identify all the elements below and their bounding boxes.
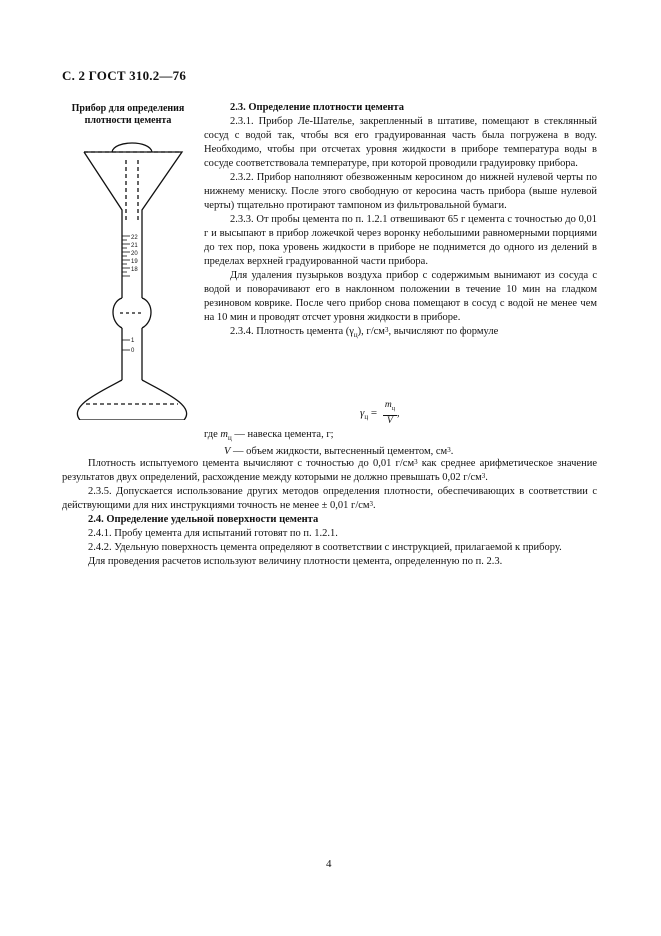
scale-label: 18 xyxy=(131,267,138,273)
funnel-right-outline xyxy=(84,152,182,222)
paragraph-2-3-1: 2.3.1. Прибор Ле-Шателье, закрепленный в штативе, помещают в стеклянный сосуд с водой так, чтобы вся его градуированная часть была погружена в воду. Необходимо, чтобы при отсчетах уровня жидкости в приборе температура воды в сосуде соответствовала температуре, при которой проводили градуировку прибора. xyxy=(204,116,597,169)
full-width-text xyxy=(62,457,597,569)
section-heading: 2.3. Определение плотности цемента xyxy=(230,102,404,113)
figure-caption-line2: плотности цемента xyxy=(84,115,172,126)
funnel-top-bulb xyxy=(112,143,152,152)
paragraph-2-4-2: 2.4.2. Удельную поверхность цемента определяют в соответствии с инструкцией, прилагаемой к прибору. xyxy=(88,542,562,553)
scale-label: 22 xyxy=(131,235,138,241)
paragraph-2-3-3: 2.3.3. От пробы цемента по п. 1.2.1 отвешивают 65 г цемента с точностью до 0,01 г и высыпают в прибор ложечкой через воронку небольшими равномерными порциями до тех пор, пока уровень жидкости в приборе не поднимется до одного из делений в пределах верхней градуированной части прибора. xyxy=(204,214,597,267)
scale-label: 19 xyxy=(131,259,138,265)
scale-label: 21 xyxy=(131,243,138,249)
paragraph-2-3-5: 2.3.5. Допускается использование других методов определения плотности, обеспечивающих в соответствии с действующими для них инструкциями точность не менее ± 0,01 $г/см^3$. xyxy=(62,486,597,511)
figure-caption xyxy=(58,103,198,127)
section-2-3 xyxy=(204,101,597,342)
paragraph-2-3-2: 2.3.2. Прибор наполняют обезвоженным керосином до нижней нулевой черты по нижнему мениску. После этого свободную от керосина часть прибора (выше нулевой черты) тщательно протирают тампоном из фильтровальной бумаги. xyxy=(204,172,597,211)
paragraph-bubbles: Для удаления пузырьков воздуха прибор с содержимым вынимают из сосуда с водой и поворачивают его в наклонном положении в течение 10 мин на гладком резиновом коврике. После чего прибор снова помещают в сосуд с водой не менее чем на 10 мин и проводят отсчет уровня жидкости в приборе. xyxy=(204,270,597,323)
scale-label: 20 xyxy=(131,251,138,257)
section-heading: 2.4. Определение удельной поверхности цемента xyxy=(88,514,319,525)
figure-caption-line1: Прибор для определения xyxy=(71,103,185,114)
flask-body xyxy=(77,380,186,420)
scale-label: 0 xyxy=(131,348,135,354)
funnel-left-outline xyxy=(84,152,122,222)
legend-m: где $m_ц$ — навеска цемента, г; xyxy=(204,429,334,443)
mid-bulb-right xyxy=(142,298,151,328)
paragraph-accuracy: Плотность испытуемого цемента вычисляют с точностью до 0,01 $г/см^3$ как среднее арифметическое значение результатов двух определений, расхождение между которыми не должно превышать 0,02 $г/см^3$. xyxy=(62,458,597,483)
page-number: 4 xyxy=(326,858,332,870)
paragraph-2-4-1: 2.4.1. Пробу цемента для испытаний готовят по п. 1.2.1. xyxy=(88,528,338,539)
formula-legend xyxy=(204,428,597,459)
density-formula: $\gamma_ц$ = $\frac{m_ц}{V}$, xyxy=(360,400,400,426)
page-header: С. 2 ГОСТ 310.2—76 xyxy=(62,68,187,83)
paragraph-calculation: Для проведения расчетов используют величину плотности цемента, определенную по п. 2.3. xyxy=(88,556,503,567)
paragraph-2-3-4: 2.3.4. Плотность цемента $(\gamma_ц)$, $г/см^3$, вычисляют по формуле xyxy=(230,326,499,340)
legend-v: V — объем жидкости, вытесненный цементом, $см^3$. xyxy=(224,446,454,458)
scale-label: 1 xyxy=(131,338,135,344)
le-chatelier-flask-diagram xyxy=(70,130,195,420)
